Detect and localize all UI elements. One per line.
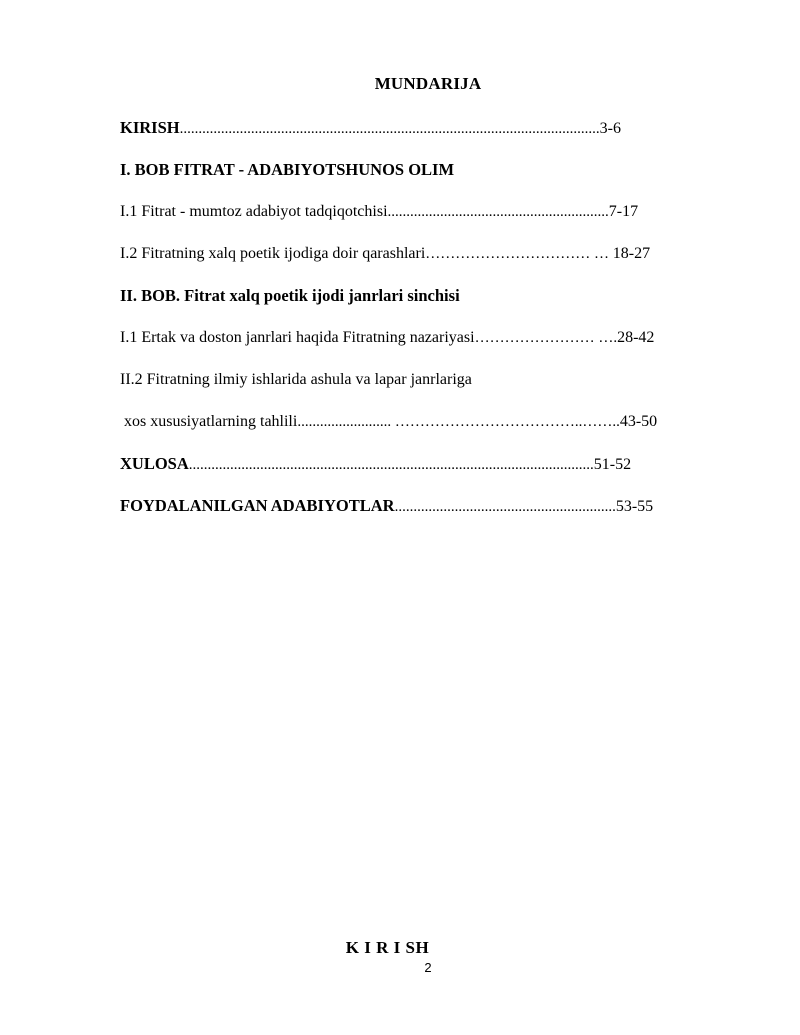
toc-page-number: 3-6 bbox=[599, 120, 621, 137]
page-number: 2 bbox=[424, 960, 432, 975]
toc-page-number: 53-55 bbox=[615, 498, 654, 515]
toc-entry-references[interactable] bbox=[120, 496, 742, 517]
toc-page-number: 18-27 bbox=[612, 245, 651, 262]
toc-entry-section-1-2[interactable] bbox=[120, 244, 742, 264]
toc-entry-label: I.1 Ertak va doston janrlari haqida Fitratning nazariyasi bbox=[120, 329, 475, 346]
toc-entry-xulosa[interactable] bbox=[120, 454, 742, 475]
toc-page-number: 7-17 bbox=[608, 203, 639, 220]
toc-entry-label: I.2 Fitratning xalq poetik ijodiga doir qarashlari bbox=[120, 245, 426, 262]
toc-entry-section-2-2-line-2[interactable] bbox=[120, 412, 742, 432]
toc-leader-dots: ............................................................................................................ bbox=[188, 457, 594, 473]
toc-entry-section-2-1[interactable] bbox=[120, 328, 742, 348]
toc-leader-dots: ........................................................... bbox=[387, 204, 609, 220]
toc-entry-label: KIRISH bbox=[120, 118, 180, 137]
toc-entry-section-1-1[interactable] bbox=[120, 202, 742, 222]
toc-entry-section-2-2-line-1[interactable]: II.2 Fitratning ilmiy ishlarida ashula va lapar janrlariga bbox=[120, 371, 472, 388]
toc-page-number: 51-52 bbox=[593, 456, 632, 473]
toc-entry-label: xos xususiyatlarning tahlili bbox=[120, 413, 298, 430]
toc-chapter-heading-2[interactable]: II. BOB. Fitrat xalq poetik ijodi janrlari sinchisi bbox=[120, 286, 460, 305]
toc-entry-kirish[interactable] bbox=[120, 118, 742, 139]
page-title: MUNDARIJA bbox=[374, 74, 482, 93]
toc-entry-label: XULOSA bbox=[120, 454, 189, 473]
toc-page-number: 43-50 bbox=[619, 413, 658, 430]
toc-leader-dots: …………………………… … bbox=[425, 246, 613, 262]
toc-page-number: 28-42 bbox=[617, 329, 655, 346]
toc-entry-label: I.1 Fitrat - mumtoz adabiyot tadqiqotchisi bbox=[120, 203, 388, 220]
next-section-heading: K I R I SH bbox=[345, 938, 430, 957]
toc-leader-dots: …………………… …. bbox=[474, 330, 618, 346]
toc-entry-label: FOYDALANILGAN ADABIYOTLAR bbox=[120, 496, 395, 515]
toc-chapter-heading-1[interactable]: I. BOB FITRAT - ADABIYOTSHUNOS OLIM bbox=[120, 160, 455, 179]
toc-leader-dots: ......................... ………………………………..…….. bbox=[297, 414, 620, 430]
toc-leader-dots: ................................................................................................................ bbox=[179, 121, 600, 137]
toc-leader-dots: ........................................................... bbox=[394, 499, 616, 515]
